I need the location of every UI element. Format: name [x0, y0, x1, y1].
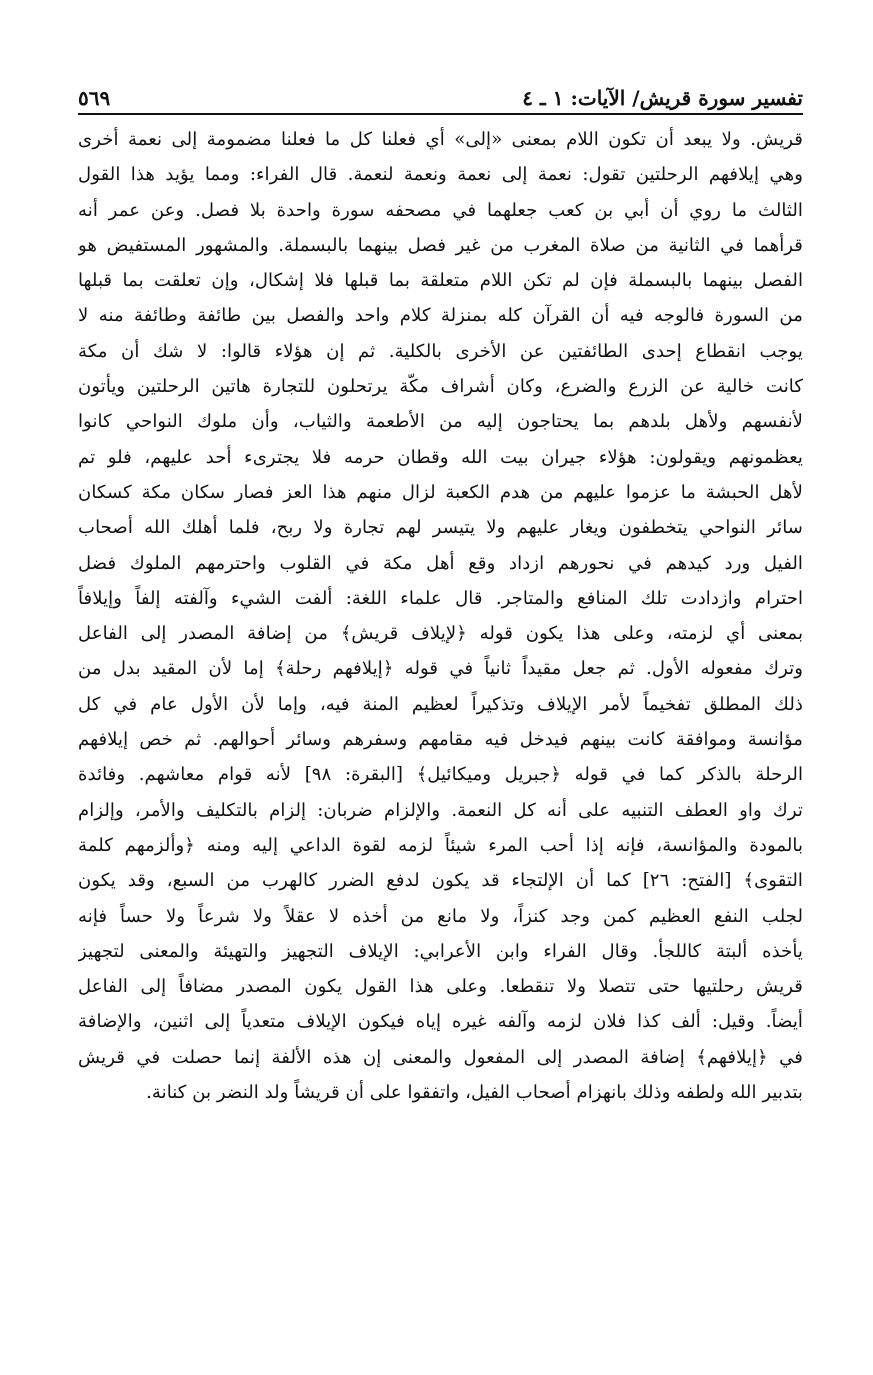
text-line: لأنفسهم ولأهل بلدهم بما يحتاجون إليه من الأطعمة والثياب، وأن ملوك النواحي كانوا	[78, 411, 803, 433]
text-line: الرحلة بالذكر كما في قوله ﴿جبريل وميكائيل﴾ [البقرة: ٩٨] لأنه قوام معاشهم. وفائدة	[78, 764, 803, 786]
text-line: الفيل ورد كيدهم في نحورهم ازداد وقع أهل مكة في القلوب واحترمهم الملوك فضل	[78, 552, 803, 574]
text-line: سائر النواحي يتخطفون ويغار عليهم ولا يتيسر لهم تجارة ولا ربح، فلما أهلك الله أصحاب	[78, 517, 803, 539]
text-line: بتدبير الله ولطفه وذلك بانهزام أصحاب الفيل، واتفقوا على أن قريشاً ولد النضر بن كنانة.	[146, 1082, 803, 1104]
text-line: لجلب النفع العظيم كمن وجد كنزاً، ولا مانع من أخذه لا عقلاً ولا شرعاً ولا حساً فإنه	[78, 905, 803, 927]
text-line: ترك واو العطف التنبيه على أنه كل النعمة. والإلزام ضربان: إلزام بالتكليف والأمر، وإلزام	[78, 799, 803, 821]
text-line: قريش رحلتيها حتى تتصلا ولا تنقطعا. وعلى هذا القول يكون المصدر مضافاً إلى الفاعل	[78, 976, 803, 998]
header-rule	[78, 113, 803, 115]
text-line: وهي إيلافهم الرحلتين تقول: نعمة إلى نعمة ونعمة لنعمة. قال الفراء: ومما يؤيد هذا القول	[78, 164, 803, 186]
text-line: يوجب انقطاع إحدى الطائفتين عن الأخرى بالكلية. ثم إن هؤلاء قالوا: لا شك أن مكة	[78, 340, 803, 362]
text-line: التقوى﴾ [الفتح: ٢٦] كما أن الإلتجاء قد يكون لدفع الضرر كالهرب من السبع، وقد يكون	[78, 870, 803, 892]
text-line: وترك مفعوله الأول. ثم جعل مقيداً ثانياً في قوله ﴿إيلافهم رحلة﴾ إما لأن المقيد بدل من	[78, 658, 803, 680]
text-line: قرأهما في الثانية من صلاة المغرب من غير فصل بينهما بالبسملة. والمشهور المستفيض هو	[78, 234, 803, 256]
text-line: قريش. ولا يبعد أن تكون اللام بمعنى «إلى» أي فعلنا كل ما فعلنا مضمومة إلى نعمة أخرى	[78, 129, 803, 150]
page-header	[78, 76, 803, 110]
text-line: في ﴿إيلافهم﴾ إضافة المصدر إلى المفعول والمعنى إن هذه الألفة إنما حصلت في قريش	[78, 1046, 803, 1068]
text-line: أيضاً. وقيل: ألف كذا فلان لزمه وآلفه غيره إياه فيكون الإيلاف متعدياً إلى اثنين، والإضافة	[78, 1011, 803, 1033]
text-line: ذلك المطلق تفخيماً لأمر الإيلاف وتذكيراً لعظيم المنة فيه، وإما لأن الأول عام في كل	[78, 693, 803, 715]
text-line: يعظمونهم ويقولون: هؤلاء جيران بيت الله وقطان حرمه فلا يجترىء أحد عليهم، فلو تم	[78, 446, 803, 468]
text-line: كانت خالية عن الزرع والضرع، وكان أشراف مكّة يرتحلون للتجارة هاتين الرحلتين ويأتون	[78, 376, 803, 398]
text-line: بالمودة والمؤانسة، فإنه إذا أحب المرء شيئاً لزمه لقوة الداعي إليه ومنه ﴿وألزمهم كلمة	[78, 834, 803, 856]
text-line: لأهل الحبشة ما عزموا عليهم من هدم الكعبة لزال منهم هذا العز فصار سكان مكة كسكان	[78, 481, 803, 503]
text-line: بمعنى أي لزمته، وعلى هذا يكون قوله ﴿لإيلاف قريش﴾ من إضافة المصدر إلى الفاعل	[78, 623, 803, 645]
body-text	[78, 122, 803, 1110]
text-line: الفصل بينهما بالبسملة فإن لم تكن اللام متعلقة بما قبلها فلا إشكال، وإن تعلقت بما قبلها	[78, 270, 803, 292]
text-line: الثالث ما روي أن أبي بن كعب جعلهما في مصحفه سورة واحدة بلا فصل. وعن عمر أنه	[78, 199, 803, 221]
running-title: تفسير سورة قريش/ الآيات: ١ ـ ٤	[522, 86, 803, 110]
text-line: مؤانسة وموافقة كانت بينهم فيدخل فيه مقامهم وسفرهم وسائر أحوالهم. ثم خص إيلافهم	[78, 729, 803, 751]
page-number: ٥٦٩	[78, 86, 111, 110]
text-line: احترام وازدادت تلك المنافع والمتاجر. قال علماء اللغة: ألفت الشيء وآلفته إلفاً وإيلافاً	[78, 587, 803, 609]
text-line: يأخذه ألبتة كاللجأ. وقال الفراء وابن الأعرابي: الإيلاف التجهيز والتهيئة والمعنى لتجهيز	[78, 940, 803, 962]
text-line: من السورة فالوجه فيه أن القرآن كله بمنزلة كلام واحد والفصل بين طائفة وطائفة منه لا	[78, 305, 803, 327]
